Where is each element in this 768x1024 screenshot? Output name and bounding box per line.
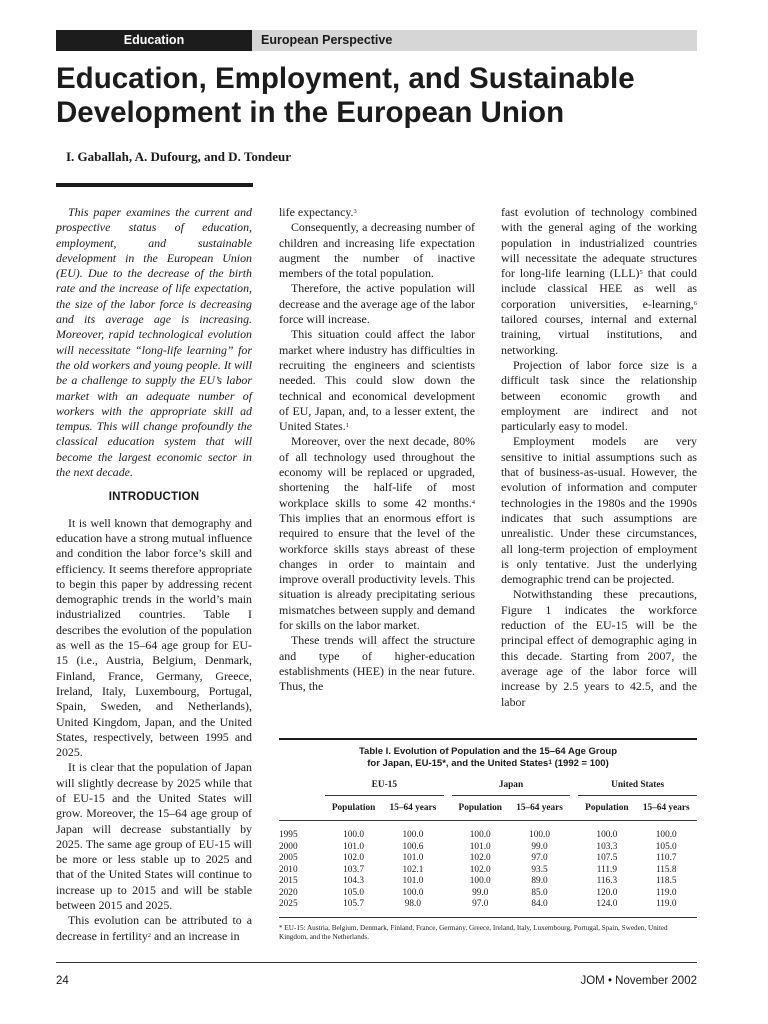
paragraph-text: tailored courses, internal and external training, virtual institutions, and networking.: [501, 312, 697, 357]
year-cell: 2000: [279, 841, 298, 852]
paragraph: [279, 327, 475, 434]
table-group-header-row: [279, 774, 697, 796]
table-cell: 97.0: [472, 899, 489, 909]
column-3: [501, 205, 697, 710]
reference-marker: 2: [147, 931, 152, 939]
paragraph-text: that could include classical HEE as well as corporation universities, e-learning,: [501, 266, 697, 311]
paragraph: Therefore, the active population will decrease and the average age of the labor force will increase.: [279, 281, 475, 327]
table-row: [279, 876, 697, 888]
paragraph-text: life expectancy.: [279, 205, 354, 219]
paragraph: It is clear that the population of Japan will slightly decrease by 2025 while that of EU-15 and the United States will grow. Moreover, the 15–64 age group of Japan will decrease substantially by 2025. The same age group of EU-15 will be more or less stable up to 2025 and that of the United States will continue to increase up to 2015 and will be stable between 2015 and 2025.: [56, 760, 252, 913]
footer-rule: [56, 962, 697, 963]
journal-issue: JOM • November 2002: [580, 975, 697, 987]
data-table: [279, 774, 697, 911]
table-cell: 105.0: [655, 841, 677, 852]
table-cell: 100.0: [596, 830, 618, 840]
table-cell: 103.7: [343, 864, 365, 875]
year-cell: 2020: [279, 887, 298, 898]
table-cell: 102.0: [343, 853, 365, 863]
column-header: Population: [458, 803, 502, 813]
table-cell: 115.8: [655, 864, 677, 875]
table-cell: 99.0: [531, 841, 548, 852]
column-header: Population: [585, 803, 629, 813]
table-row: [279, 899, 697, 911]
table-cell: 103.3: [596, 841, 618, 852]
group-header-eu15: EU-15: [325, 774, 444, 796]
year-cell: 2025: [279, 899, 298, 909]
table-cell: 104.3: [343, 876, 365, 886]
paragraph-text: This evolution can be attributed to a decrease in fertility: [56, 913, 252, 943]
paragraph: [501, 205, 697, 358]
paragraph: [279, 434, 475, 633]
table-cell: 100.0: [402, 830, 424, 840]
abstract: This paper examines the current and prospective status of education, employment, and sustainable development in the European Union (EU). Due to the decrease of the birth rate and the increase of life expectation, the size of the labor force is decreasing and its average age is increasing. Moreover, rapid technological evolution will necessitate “long-life learning” for the old workers and young people. It will be a challenge to supply the EU’s labor market with an adequate number of workers with the appropriate skill ad tempus. This will change profoundly the classical education system that will become the largest economic sector in the next decade.: [56, 205, 252, 480]
table-cell: 124.0: [596, 899, 618, 909]
year-cell: 2005: [279, 853, 298, 863]
table-cell: 119.0: [655, 899, 677, 909]
table-cell: 101.0: [343, 841, 365, 852]
table-cell: 118.5: [655, 876, 677, 886]
paragraph: [279, 205, 475, 220]
table-cell: 100.0: [529, 830, 551, 840]
column-header: 15–64 years: [642, 803, 690, 813]
paragraph-text: This implies that an enormous effort is required to ensure that the level of the workforce skills stays abreast of these changes in order to maintain and improve overall productivity levels. This situation is already precipitating serious mismatches between supply and demand for skills on the labor market.: [279, 510, 475, 633]
reference-marker: 6: [693, 299, 697, 307]
reference-marker: 3: [353, 208, 357, 215]
table-cell: 100.0: [469, 830, 491, 840]
column-2: [279, 205, 475, 695]
table-cell: 101.0: [402, 876, 424, 886]
table-cell: 84.0: [531, 899, 548, 909]
table-cell: 111.9: [596, 864, 617, 875]
table-cell: 100.0: [655, 830, 677, 840]
paragraph-text: Moreover, over the next decade, 80% of all technology used throughout the economy will be replaced or upgraded, shortening the half-life of most workplace skills to some 42 months.: [279, 434, 475, 510]
paragraph: Projection of labor force size is a difficult task since the relationship between economic growth and employment are indirect and not particularly easy to model.: [501, 357, 697, 434]
column-header: Population: [331, 803, 376, 813]
title-rule: [56, 183, 253, 187]
table-cell: 93.5: [531, 864, 548, 875]
table-cell: 102.0: [469, 864, 491, 875]
paragraph: Employment models are very sensitive to initial assumptions such as that of business-as-usual. However, the evolution of information and computer technologies in the 1980s and the 1990s indicates that such assumptions are unrealistic. Under these circumstances, all long-term projection of employment is only tentative. Just the underlying demographic trend can be projected.: [501, 434, 697, 587]
article-title: Education, Employment, and Sustainable Development in the European Union: [56, 62, 635, 129]
introduction-heading: INTRODUCTION: [108, 491, 200, 504]
paragraph: Consequently, a decreasing number of children and increasing life expectation augment the number of inactive members of the total population.: [279, 220, 475, 281]
table-cell: 97.0: [531, 853, 548, 863]
paragraph: These trends will affect the structure and type of higher-education establishments (HEE) in the near future. Thus, the: [279, 633, 475, 694]
article-authors: I. Gaballah, A. Dufourg, and D. Tondeur: [66, 149, 292, 164]
group-header-us: United States: [578, 774, 697, 796]
column-header: 15–64 years: [516, 803, 563, 813]
paragraph: [56, 913, 252, 944]
table-row: [279, 842, 697, 854]
page-number: 24: [56, 975, 69, 987]
year-cell: 2015: [279, 876, 298, 886]
paragraph: Notwithstanding these precautions, Figure 1 indicates the workforce reduction of the EU-15 will be the principal effect of demographic aging in this decade. Starting from 2007, the average age of the labor force will increase by 2.5 years to 42.5, and the labor: [501, 587, 697, 709]
table-cell: 98.0: [404, 899, 422, 909]
table-cell: 100.6: [402, 841, 424, 852]
reference-marker: 4: [471, 498, 475, 506]
table-cell: 100.0: [469, 876, 491, 886]
reference-marker: 5: [639, 269, 643, 277]
table-title-text: (1992 = 100): [551, 758, 609, 769]
paragraph: It is well known that demography and education have a strong mutual influence and condition the labor force’s skill and efficiency. It seems therefore appropriate to begin this paper by addressing recent demographic trends in the world’s main industrialized countries. Table I describes the evolution of the population as well as the 15–64 age group for EU-15 (i.e., Austria, Belgium, Denmark, Finland, France, Germany, Greece, Ireland, Italy, Luxembourg, Portugal, Spain, Sweden, and Netherlands), United Kingdom, Japan, and the United States, respectively, between 1995 and 2025.: [56, 515, 252, 760]
category-label: European Perspective: [252, 30, 697, 51]
table-cell: 120.0: [596, 887, 618, 898]
table-cell: 100.0: [343, 830, 365, 840]
table-cell: 110.7: [655, 853, 677, 863]
column-1: [56, 205, 252, 944]
table-subheader-row: [279, 796, 697, 820]
paragraph-text: This situation could affect the labor market where industry has difficulties in recruiting the engineers and scientists needed. This could slow down the technical and economical development of EU, Japan, and, to a lesser extent, the United States.: [279, 327, 475, 434]
section-label: Education: [56, 30, 252, 51]
table-row: [279, 821, 697, 842]
table-title-line-1: Table I. Evolution of Population and the 15–64 Age Group: [358, 746, 618, 757]
table-cell: 102.1: [402, 864, 424, 875]
table-cell: 107.5: [596, 853, 618, 863]
paragraph-text: and an increase in: [151, 928, 240, 943]
year-cell: 1995: [279, 830, 298, 840]
table-cell: 102.0: [469, 853, 491, 863]
table-cell: 105.0: [343, 887, 365, 898]
table-cell: 116.3: [596, 876, 618, 886]
table-title-line-2: [279, 758, 697, 770]
table-cell: 119.0: [655, 887, 677, 898]
table-cell: 101.0: [402, 853, 424, 863]
table-title-text: for Japan, EU-15*, and the United States: [367, 758, 549, 769]
table-bottom-rule: [279, 917, 697, 918]
reference-marker: 1: [345, 422, 349, 430]
table-cell: 101.0: [469, 841, 491, 852]
table-row: [279, 853, 697, 865]
column-header: 15–64 years: [389, 803, 437, 813]
reference-marker: 1: [548, 759, 552, 766]
table-row: [279, 888, 697, 900]
table-cell: 85.0: [531, 887, 548, 898]
table-cell: 105.7: [343, 899, 365, 909]
group-header-japan: Japan: [452, 774, 571, 796]
year-cell: 2010: [279, 864, 298, 875]
table-title: [279, 746, 697, 770]
paragraph-text: fast evolution of technology combined with the general aging of the working population in industrialized countries will necessitate the adequate structures for long-life learning (LLL): [501, 205, 697, 281]
table-1: [279, 738, 697, 942]
table-cell: 99.0: [472, 887, 489, 898]
table-cell: 89.0: [531, 876, 548, 886]
table-cell: 100.0: [402, 887, 424, 898]
table-row: [279, 865, 697, 877]
table-footnote: * EU-15: Austria, Belgium, Denmark, Finland, France, Germany, Greece, Ireland, Italy, Luxembourg, Portugal, Spain, Sweden, United Kingdom, and the Netherlands.: [279, 923, 668, 941]
table-top-rule: [279, 738, 697, 740]
